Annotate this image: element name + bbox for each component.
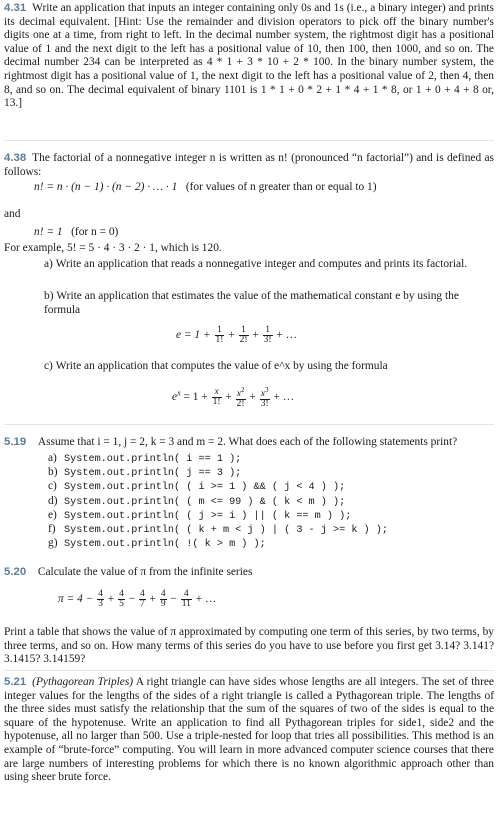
exercise-number: 5.20 bbox=[4, 566, 27, 578]
fraction: $\frac{4}{5}$ bbox=[119, 589, 124, 609]
factorial-definition-2 bbox=[34, 226, 118, 240]
formula-lhs: e bbox=[172, 391, 178, 404]
part-label: c) bbox=[44, 360, 53, 372]
factorial-definition-1 bbox=[34, 181, 377, 195]
statement-code: System.out.println( ( m <= 99 ) & ( k < m ) ); bbox=[64, 496, 346, 508]
divider bbox=[4, 140, 494, 141]
exercise-text: Assume that i = 1, j = 2, k = 3 and m = 2. What does each of the following statements print? bbox=[37, 436, 458, 448]
part-a bbox=[44, 258, 494, 272]
code-statement bbox=[48, 452, 241, 467]
fraction: $\frac{x^3}{3!}$ bbox=[260, 386, 269, 410]
formula: n! = n · (n − 1) · (n − 2) · … · 1 bbox=[34, 181, 178, 193]
exercise-number: 4.38 bbox=[4, 152, 27, 164]
statement-code: System.out.println( ( i >= 1 ) && ( j < 4 ) ); bbox=[64, 482, 346, 494]
code-statement bbox=[48, 495, 345, 510]
formula-note: (for values of n greater than or equal to 1) bbox=[185, 181, 377, 193]
statement-label: e) bbox=[48, 508, 57, 521]
statement-label: g) bbox=[48, 537, 58, 550]
statement-label: c) bbox=[48, 480, 57, 493]
exercise-5-19 bbox=[4, 436, 457, 450]
statement-label: b) bbox=[48, 466, 58, 479]
part-text: Write an application that estimates the value of the mathematical constant e by using the formula bbox=[44, 290, 459, 316]
statement-code: System.out.println( !( k > m ) ); bbox=[64, 539, 266, 551]
part-label: a) bbox=[44, 258, 53, 270]
formula-lhs: e = 1 + bbox=[176, 329, 211, 342]
exercise-number: 4.31 bbox=[4, 2, 27, 14]
and-label: and bbox=[4, 208, 21, 220]
fraction: $\frac{1}{1!}$ bbox=[215, 325, 224, 345]
exercise-4-31 bbox=[4, 2, 494, 111]
divider bbox=[4, 670, 494, 671]
fraction: $\frac{1}{2!}$ bbox=[239, 325, 248, 345]
exercise-title: (Pythagorean Triples) bbox=[32, 676, 134, 688]
fraction: $\frac{x^2}{2!}$ bbox=[236, 386, 245, 410]
statement-label: a) bbox=[48, 452, 57, 464]
fraction: $\frac{4}{9}$ bbox=[160, 589, 166, 609]
exercise-5-20-followup: Print a table that shows the value of π approximated by computing one term of this series, by two terms, by three terms, and so on. How many terms of this series do you have to use before you first get 3.14? 3.141? 3.1415? 3.14159? bbox=[4, 626, 494, 666]
exercise-text: Write an application that inputs an integer containing only 0s and 1s (i.e., a binary integer) and prints its decimal equivalent. [Hint: Use the remainder and division operators to pick off the binary number's digits one at a time, from right to left. In the decimal number system, the rightmost digit has a positional value of 1 and the next digit to the left has a positional value of 10, then 100, then 1000, and so on. The decimal number 234 can be interpreted as 4 * 1 + 3 * 10 + 2 * 100. In the binary number system, the rightmost digit has a positional value of 1, the next digit to the left has a positional value of 2, then 4, then 8, and so on. The decimal equivalent of binary 1101 is 1 * 1 + 0 * 2 + 1 * 4 + 1 * 8, or 1 + 0 + 4 + 8 or, 13.] bbox=[4, 2, 494, 110]
part-label: b) bbox=[44, 290, 54, 302]
statement-code: System.out.println( ( k + m < j ) | ( 3 - j >= k ) ); bbox=[64, 525, 389, 536]
exercise-text: A right triangle can have sides whose lengths are all integers. The set of three integer values for the lengths of the sides of a right triangle is called a Pythagorean triple. The lengths of the three sides must satisfy the relationship that the sum of the squares of two of the sides is equal to the square of the hypotenuse. Write an application to find all Pythagorean triples for side1, side2 and the hypotenuse, all no larger than 500. Use a triple-nested for loop that tries all possibilities. This method is an example of “brute-force” computing. You will learn in more advanced computer science courses that there are large numbers of interesting problems for which there is no known algorithmic approach other than using sheer brute force. bbox=[4, 676, 494, 784]
code-statement bbox=[48, 466, 241, 481]
factorial-example: For example, 5! = 5 · 4 · 3 · 2 · 1, which is 120. bbox=[4, 242, 222, 254]
exercise-5-20 bbox=[4, 566, 252, 580]
exercise-4-38-intro bbox=[4, 152, 494, 179]
code-statement bbox=[48, 537, 266, 552]
statement-code: System.out.println( j == 3 ); bbox=[64, 468, 242, 480]
code-statement bbox=[48, 523, 388, 538]
part-text: Write an application that computes the value of e^x by using the formula bbox=[55, 360, 388, 372]
exercise-number: 5.19 bbox=[4, 436, 27, 448]
formula: n! = 1 bbox=[34, 226, 63, 238]
statement-code: System.out.println( ( j >= i ) || ( k == m ) ); bbox=[64, 510, 352, 522]
fraction: $\frac{4}{7}$ bbox=[139, 589, 145, 609]
formula-note: (for n = 0) bbox=[71, 226, 119, 238]
divider bbox=[4, 424, 494, 425]
part-text: Write an application that reads a nonnegative integer and computes and prints its factorial. bbox=[55, 258, 468, 270]
statement-code: System.out.println( i == 1 ); bbox=[64, 454, 242, 465]
exercise-text: The factorial of a nonnegative integer n is written as n! (pronounced “n factorial”) and is defined as follows: bbox=[4, 152, 494, 178]
exercise-number: 5.21 bbox=[4, 676, 27, 688]
part-c bbox=[44, 360, 494, 374]
statement-label: d) bbox=[48, 494, 58, 507]
formula-eq: = 1 + bbox=[183, 391, 208, 404]
formula-superscript: x bbox=[177, 388, 181, 398]
fraction: $\frac{4}{11}$ bbox=[181, 589, 191, 609]
formula-lhs: π = 4 − bbox=[58, 593, 94, 606]
e-series-formula: e = 1 + $\frac{1}{1!}$ + $\frac{1}{2!}$ + $\frac{1}{3!}$ + … bbox=[176, 325, 298, 345]
ellipsis: + … bbox=[195, 593, 217, 606]
fraction: $\frac{4}{3}$ bbox=[98, 589, 103, 609]
exercise-5-21 bbox=[4, 676, 494, 785]
ex-series-formula: $e^x = 1$ + $\frac{x}{1!}$ + $\frac{x^2}{2!}$ + $\frac{x^3}{3!}$ + … bbox=[172, 386, 295, 410]
ellipsis: + … bbox=[273, 391, 295, 404]
fraction: $\frac{1}{3!}$ bbox=[263, 325, 272, 345]
ellipsis: + … bbox=[276, 329, 298, 342]
fraction: $\frac{x}{1!}$ bbox=[212, 387, 221, 408]
code-statement bbox=[48, 509, 351, 524]
code-statement bbox=[48, 480, 345, 495]
pi-series-formula: π = 4 − $\frac{4}{3}$ + $\frac{4}{5}$ − $\frac{4}{7}$ + $\frac{4}{9}$ − $\frac{4}{11}$ + … bbox=[58, 589, 217, 609]
exercise-text: Calculate the value of π from the infinite series bbox=[37, 566, 253, 578]
part-b bbox=[44, 290, 494, 317]
statement-label: f) bbox=[48, 523, 56, 535]
